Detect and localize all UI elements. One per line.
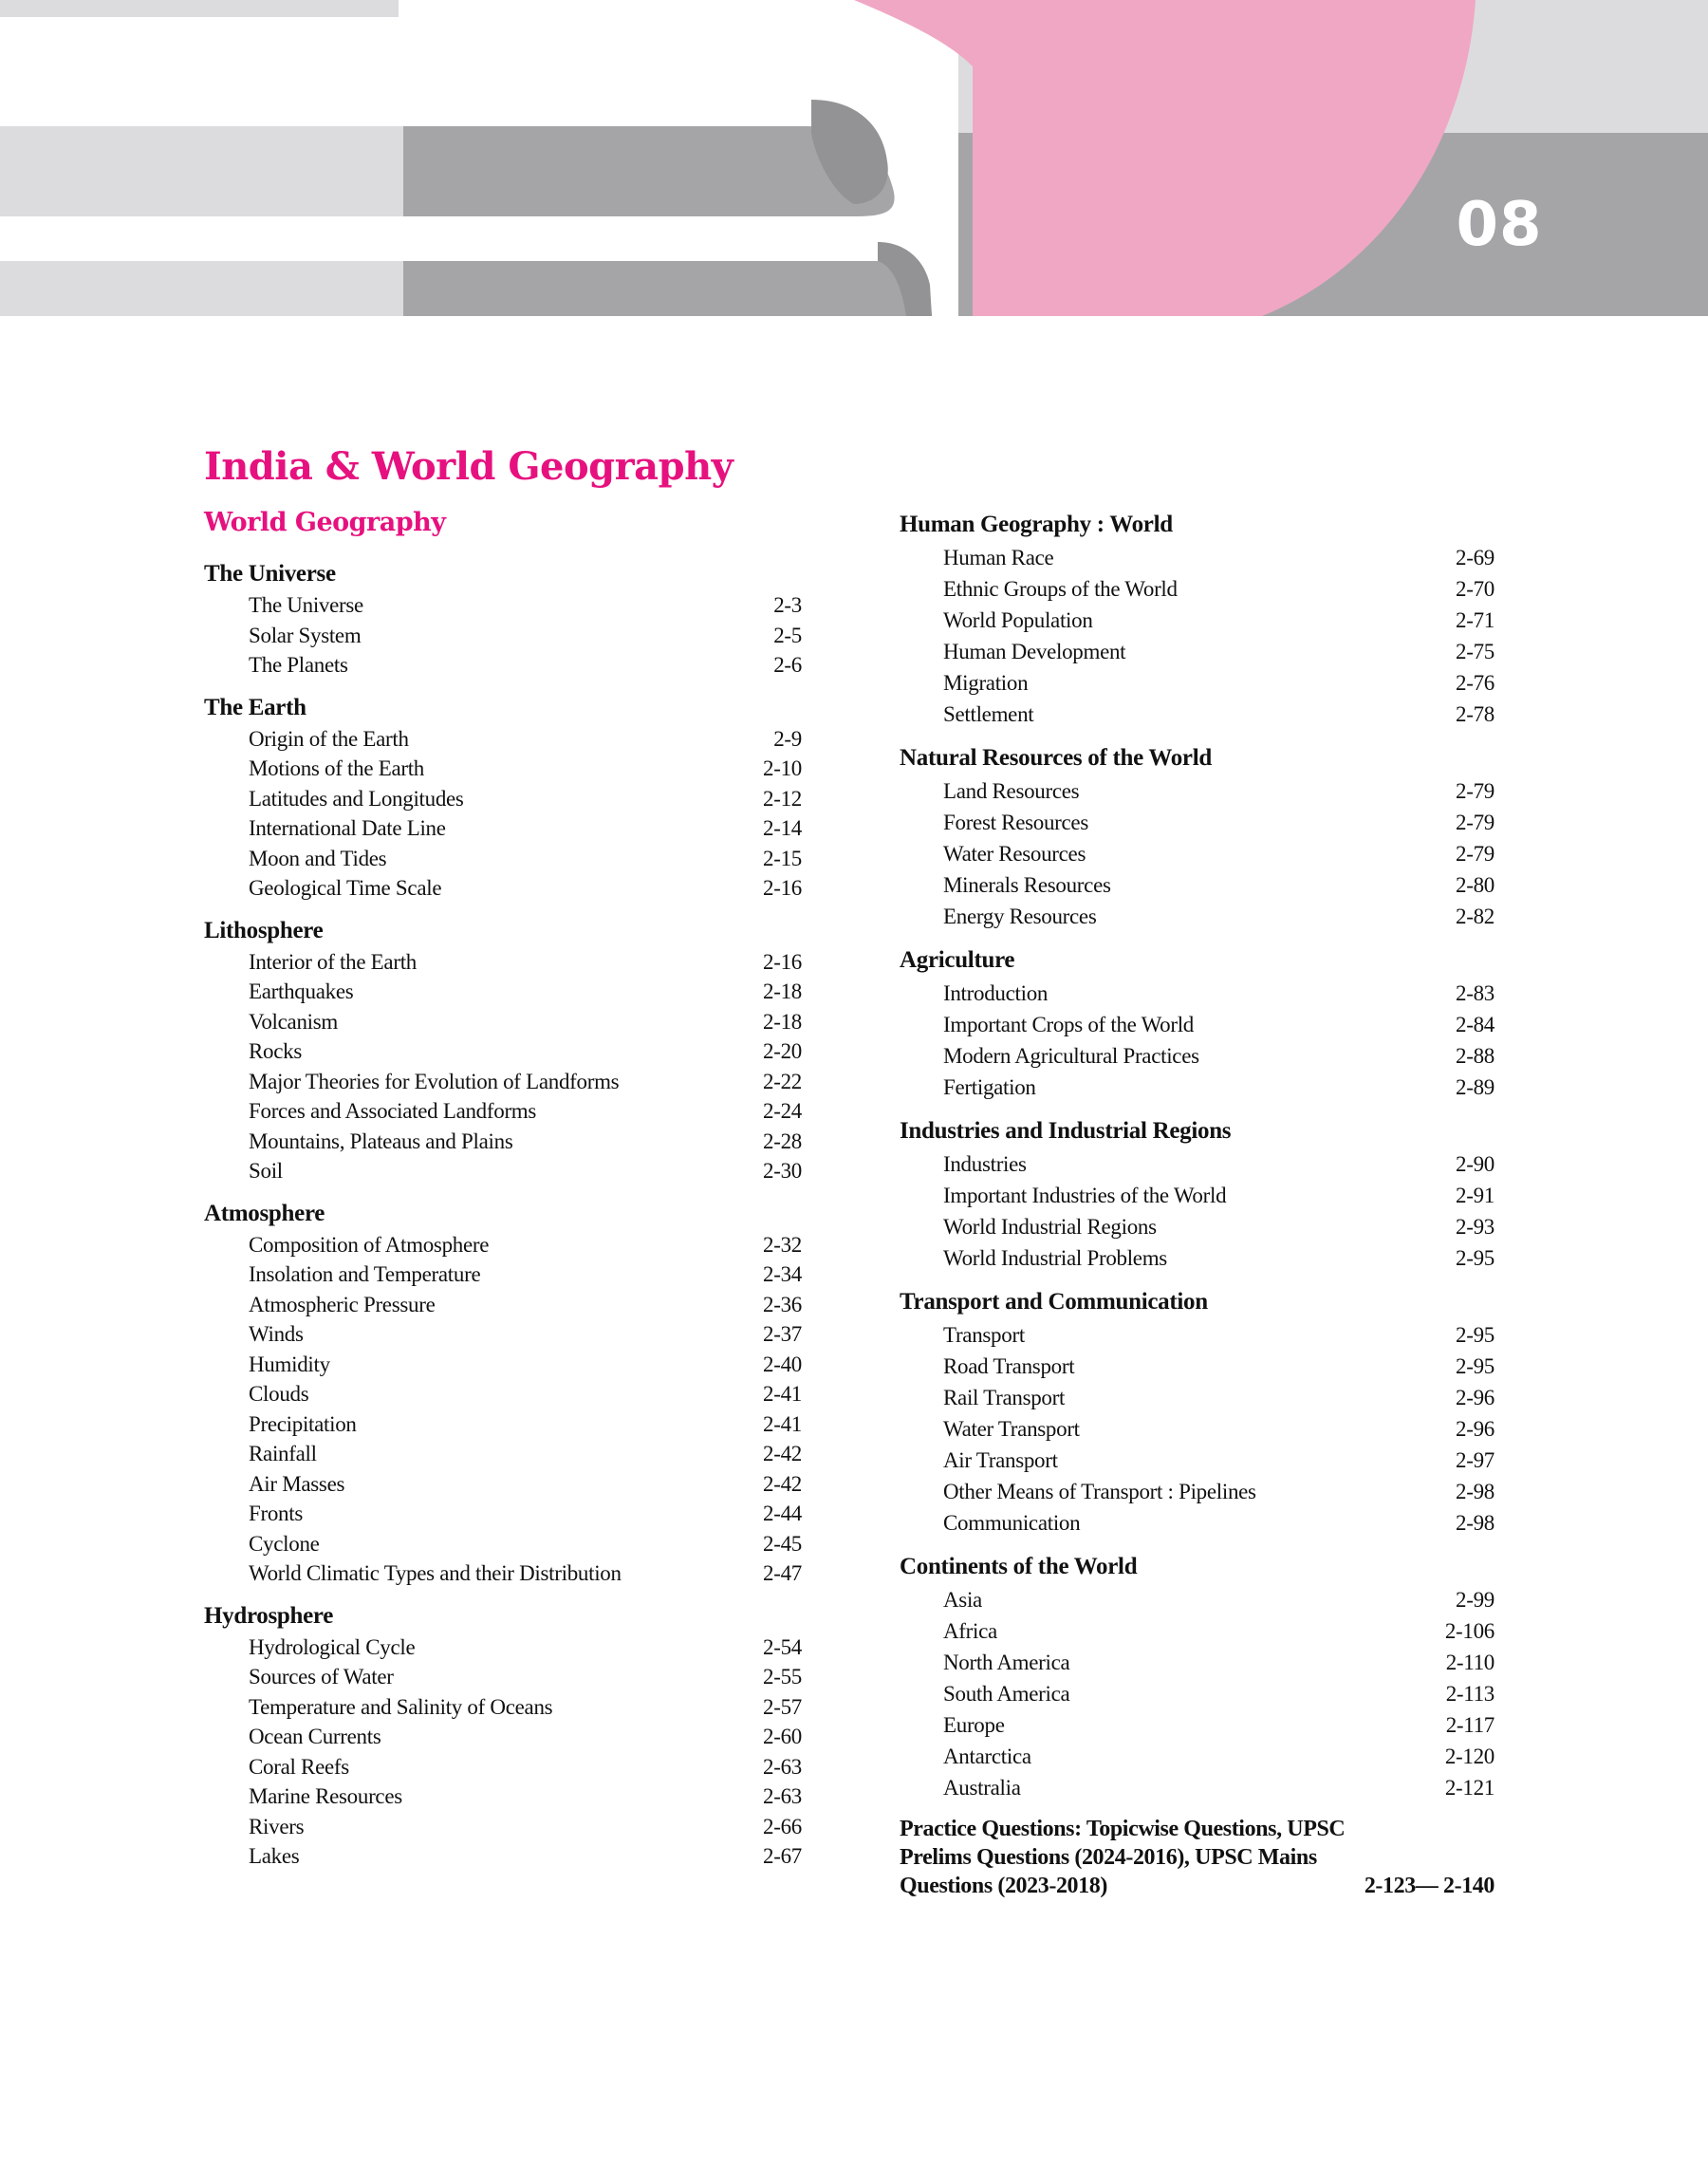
toc-right-column	[900, 508, 1494, 1900]
toc-entry-label: Important Crops of the World	[943, 1013, 1195, 1036]
toc-entry[interactable]	[900, 1741, 1494, 1772]
toc-entry-label: Fertigation	[943, 1075, 1036, 1099]
toc-entry-page: 2-88	[1456, 1044, 1494, 1068]
toc-entry-label: World Climatic Types and their Distribution	[249, 1561, 622, 1585]
toc-entry-label: Rocks	[249, 1039, 303, 1063]
toc-group-title: Industries and Industrial Regions	[900, 1118, 1232, 1144]
toc-entry[interactable]	[204, 844, 802, 874]
toc-entry[interactable]	[204, 1096, 802, 1127]
toc-entry[interactable]	[900, 1180, 1494, 1211]
toc-entry[interactable]	[204, 621, 802, 651]
toc-entry-page: 2-93	[1456, 1215, 1494, 1239]
toc-group-title: Continents of the World	[900, 1554, 1138, 1579]
toc-entry-label: Antarctica	[943, 1745, 1031, 1768]
toc-entry-page: 2-79	[1456, 842, 1494, 866]
toc-entry-label: Air Masses	[249, 1471, 345, 1496]
toc-group-title: Hydrosphere	[204, 1602, 334, 1629]
toc-entry[interactable]	[204, 1499, 802, 1529]
toc-entry[interactable]	[204, 590, 802, 621]
toc-entry-label: Road Transport	[943, 1354, 1075, 1378]
toc-entry[interactable]	[900, 1476, 1494, 1507]
toc-entry[interactable]	[900, 1445, 1494, 1476]
toc-entry[interactable]	[204, 1662, 802, 1692]
toc-entry-label: Ethnic Groups of the World	[943, 577, 1178, 601]
toc-entry-page: 2-66	[763, 1814, 802, 1838]
toc-entry-page: 2-84	[1456, 1013, 1494, 1036]
section-title: World Geography	[204, 508, 446, 537]
toc-entry-page: 2-42	[763, 1471, 802, 1496]
toc-entry-page: 2-55	[763, 1665, 802, 1689]
toc-entry-page: 2-57	[763, 1694, 802, 1719]
toc-entry-label: World Industrial Problems	[943, 1246, 1167, 1270]
toc-group	[900, 508, 1494, 730]
toc-entry-page: 2-16	[763, 876, 802, 900]
toc-entry[interactable]	[900, 667, 1494, 699]
toc-entry[interactable]	[204, 1290, 802, 1320]
toc-entry-page: 2-60	[763, 1725, 802, 1748]
book-title: India & World Geography	[204, 444, 733, 489]
toc-entry[interactable]	[204, 1036, 802, 1067]
toc-entry-page: 2-14	[763, 816, 802, 840]
toc-entry[interactable]	[204, 1469, 802, 1500]
toc-entry[interactable]	[900, 1351, 1494, 1382]
toc-entry[interactable]	[900, 1382, 1494, 1413]
toc-entry-label: Mountains, Plateaus and Plains	[249, 1129, 513, 1153]
toc-entry[interactable]	[204, 1722, 802, 1752]
toc-entry-page: 2-96	[1456, 1417, 1494, 1441]
toc-entry-page: 2-24	[763, 1099, 802, 1123]
toc-entry-label: Other Means of Transport : Pipelines	[943, 1480, 1256, 1503]
toc-entry-page: 2-45	[763, 1531, 802, 1556]
toc-entry-page: 2-95	[1456, 1354, 1494, 1378]
toc-entry-page: 2-67	[763, 1844, 802, 1868]
toc-group-title: The Universe	[204, 561, 336, 587]
toc-entry-page: 2-79	[1456, 811, 1494, 834]
toc-entry[interactable]	[900, 1040, 1494, 1072]
toc-entry-label: Forces and Associated Landforms	[249, 1099, 537, 1123]
toc-entry-label: Communication	[943, 1511, 1081, 1535]
toc-entry-label: Rail Transport	[943, 1386, 1066, 1409]
toc-entry-label: Atmospheric Pressure	[249, 1292, 436, 1316]
toc-entry[interactable]	[204, 1752, 802, 1782]
toc-entry[interactable]	[204, 1156, 802, 1186]
toc-entry-page: 2-32	[763, 1232, 802, 1257]
toc-entry-page: 2-90	[1456, 1152, 1494, 1176]
toc-entry-page: 2-76	[1456, 671, 1494, 695]
toc-entry-label: Water Resources	[943, 842, 1086, 866]
toc-entry-page: 2-22	[763, 1069, 802, 1093]
toc-entry[interactable]	[900, 1507, 1494, 1539]
toc-entry-label: The Universe	[249, 593, 363, 617]
toc-entry-page: 2-6	[773, 653, 802, 677]
toc-group	[204, 558, 802, 681]
toc-entry[interactable]	[204, 947, 802, 978]
toc-entry[interactable]	[900, 775, 1494, 807]
toc-entry[interactable]	[204, 1633, 802, 1663]
toc-entry[interactable]	[900, 1647, 1494, 1678]
toc-group-title: Human Geography : World	[900, 512, 1173, 537]
toc-group	[204, 692, 802, 904]
toc-entry[interactable]	[204, 1558, 802, 1589]
toc-group-title: Lithosphere	[204, 917, 324, 943]
toc-entry-label: Latitudes and Longitudes	[249, 786, 464, 811]
toc-entry-label: Forest Resources	[943, 811, 1088, 834]
toc-entry-page: 2-30	[763, 1159, 802, 1183]
toc-entry[interactable]	[204, 1439, 802, 1469]
toc-entry-label: Rainfall	[249, 1442, 317, 1465]
toc-entry-page: 2-95	[1456, 1323, 1494, 1347]
chapter-number: 08	[1456, 190, 1543, 260]
toc-entry-label: Energy Resources	[943, 905, 1097, 928]
toc-entry-label: Geological Time Scale	[249, 876, 442, 900]
toc-entry-label: Air Transport	[943, 1448, 1058, 1472]
toc-entry-page: 2-121	[1444, 1776, 1494, 1800]
toc-entry-label: Human Development	[943, 640, 1126, 663]
toc-entry-label: South America	[943, 1682, 1070, 1706]
toc-group-title: Atmosphere	[204, 1200, 325, 1226]
toc-entry-page: 2-91	[1456, 1184, 1494, 1207]
toc-entry-page: 2-78	[1456, 702, 1494, 726]
toc-entry[interactable]	[900, 1584, 1494, 1615]
toc-entry-page: 2-12	[763, 786, 802, 811]
toc-entry-label: Major Theories for Evolution of Landforms	[249, 1069, 620, 1093]
toc-entry-label: Marine Resources	[249, 1784, 402, 1808]
toc-entry-label: Settlement	[943, 702, 1034, 726]
toc-entry-page: 2-28	[763, 1129, 802, 1153]
toc-entry[interactable]	[900, 1211, 1494, 1242]
toc-entry[interactable]	[204, 1259, 802, 1290]
toc-entry[interactable]	[900, 573, 1494, 605]
toc-entry-label: Cyclone	[249, 1531, 320, 1556]
toc-entry[interactable]	[900, 1709, 1494, 1741]
toc-entry-page: 2-63	[763, 1784, 802, 1808]
toc-entry-label: Rivers	[249, 1814, 305, 1838]
toc-entry-page: 2-120	[1444, 1745, 1494, 1768]
toc-entry-label: North America	[943, 1651, 1070, 1674]
toc-entry[interactable]	[900, 807, 1494, 838]
toc-entry-label: Ocean Currents	[249, 1725, 381, 1748]
toc-entry-label: Coral Reefs	[249, 1754, 349, 1779]
toc-entry-label: Africa	[943, 1619, 997, 1643]
toc-entry[interactable]	[204, 1841, 802, 1872]
toc-entry-page: 2-71	[1456, 608, 1494, 632]
toc-entry-page: 2-18	[763, 980, 802, 1003]
toc-entry-label: Humidity	[249, 1352, 330, 1376]
toc-entry-label: Earthquakes	[249, 980, 354, 1003]
toc-entry[interactable]	[204, 977, 802, 1007]
toc-entry-label: Minerals Resources	[943, 873, 1111, 897]
toc-group-title: Natural Resources of the World	[900, 745, 1212, 771]
toc-entry-label: Temperature and Salinity of Oceans	[249, 1694, 553, 1719]
toc-entry-label: Winds	[249, 1322, 304, 1346]
toc-entry-page: 2-36	[763, 1292, 802, 1316]
toc-entry-label: Interior of the Earth	[249, 949, 417, 974]
toc-entry-page: 2-82	[1456, 905, 1494, 928]
toc-entry[interactable]	[204, 1692, 802, 1723]
toc-entry[interactable]	[204, 813, 802, 844]
toc-entry-label: Industries	[943, 1152, 1027, 1176]
toc-entry[interactable]	[204, 1350, 802, 1380]
toc-entry[interactable]	[204, 784, 802, 814]
toc-group-title: Transport and Communication	[900, 1289, 1208, 1315]
toc-entry-label: World Population	[943, 608, 1093, 632]
toc-group-title: Agriculture	[900, 947, 1015, 973]
toc-entry-label: Transport	[943, 1323, 1025, 1347]
practice-questions-label: Practice Questions: Topicwise Questions, UPSC Prelims Questions (2024-2016), UPSC Mains Questions (2023-2018)	[900, 1817, 1346, 1898]
toc-entry-page: 2-34	[763, 1262, 802, 1286]
toc-entry[interactable]	[204, 1067, 802, 1097]
toc-entry[interactable]	[900, 636, 1494, 667]
toc-entry[interactable]	[204, 1782, 802, 1812]
toc-entry-label: World Industrial Regions	[943, 1215, 1157, 1239]
toc-entry-page: 2-96	[1456, 1386, 1494, 1409]
toc-entry-page: 2-69	[1456, 546, 1494, 569]
toc-entry-label: Solar System	[249, 623, 362, 647]
toc-entry-page: 2-40	[763, 1352, 802, 1376]
toc-group	[900, 943, 1494, 1103]
toc-entry-label: Composition of Atmosphere	[249, 1232, 490, 1257]
toc-entry-page: 2-110	[1445, 1651, 1494, 1674]
toc-entry-page: 2-54	[763, 1634, 802, 1659]
toc-entry-page: 2-5	[773, 623, 802, 647]
toc-entry-page: 2-89	[1456, 1075, 1494, 1099]
toc-entry-page: 2-16	[763, 949, 802, 974]
toc-entry-page: 2-79	[1456, 779, 1494, 803]
toc-entry[interactable]	[900, 699, 1494, 730]
toc-entry[interactable]	[900, 542, 1494, 573]
toc-entry[interactable]	[900, 1413, 1494, 1445]
toc-entry-label: Important Industries of the World	[943, 1184, 1227, 1207]
toc-entry[interactable]	[900, 869, 1494, 901]
toc-entry-page: 2-75	[1456, 640, 1494, 663]
toc-entry-page: 2-44	[763, 1502, 802, 1525]
toc-entry-label: The Planets	[249, 653, 348, 677]
toc-entry[interactable]	[204, 1007, 802, 1037]
toc-entry-page: 2-47	[763, 1561, 802, 1585]
toc-entry[interactable]	[204, 724, 802, 755]
toc-group	[204, 1198, 802, 1589]
toc-entry[interactable]	[900, 1072, 1494, 1103]
toc-entry[interactable]	[204, 1529, 802, 1559]
toc-entry-page: 2-97	[1456, 1448, 1494, 1472]
toc-entry-page: 2-20	[763, 1039, 802, 1063]
toc-entry-page: 2-70	[1456, 577, 1494, 601]
toc-entry[interactable]	[204, 1409, 802, 1440]
toc-entry-page: 2-3	[773, 593, 802, 617]
toc-entry-label: Australia	[943, 1776, 1021, 1800]
toc-entry[interactable]	[204, 873, 802, 904]
toc-group	[900, 741, 1494, 932]
toc-group	[204, 1600, 802, 1872]
toc-group	[204, 915, 802, 1186]
toc-entry-page: 2-41	[763, 1411, 802, 1436]
toc-entry-page: 2-83	[1456, 981, 1494, 1005]
toc-entry[interactable]	[900, 978, 1494, 1009]
toc-entry-page: 2-80	[1456, 873, 1494, 897]
toc-entry-label: Origin of the Earth	[249, 726, 409, 751]
toc-entry-label: Motions of the Earth	[249, 756, 424, 780]
toc-entry-label: Land Resources	[943, 779, 1080, 803]
toc-entry[interactable]	[204, 1319, 802, 1350]
toc-entry-page: 2-95	[1456, 1246, 1494, 1270]
toc-entry-label: Introduction	[943, 981, 1049, 1005]
toc-entry-page: 2-63	[763, 1754, 802, 1779]
toc-entry-label: Modern Agricultural Practices	[943, 1044, 1199, 1068]
practice-questions-page: 2-123— 2-140	[1364, 1874, 1494, 1898]
toc-entry-page: 2-42	[763, 1442, 802, 1465]
toc-entry-label: Volcanism	[249, 1009, 338, 1034]
toc-entry[interactable]	[900, 1319, 1494, 1351]
toc-entry[interactable]	[900, 901, 1494, 932]
toc-entry-page: 2-98	[1456, 1480, 1494, 1503]
toc-entry-label: Moon and Tides	[249, 846, 387, 870]
toc-entry-page: 2-9	[773, 726, 802, 751]
toc-entry-page: 2-37	[763, 1322, 802, 1346]
toc-entry[interactable]	[900, 1009, 1494, 1040]
toc-entry-label: Insolation and Temperature	[249, 1262, 481, 1286]
toc-entry-page: 2-106	[1444, 1619, 1494, 1643]
toc-entry-label: Soil	[249, 1159, 283, 1183]
toc-entry-page: 2-99	[1456, 1588, 1494, 1612]
toc-entry[interactable]	[900, 605, 1494, 636]
toc-entry[interactable]	[900, 1148, 1494, 1180]
toc-entry-label: Water Transport	[943, 1417, 1080, 1441]
toc-group	[900, 1114, 1494, 1274]
toc-entry-page: 2-10	[763, 756, 802, 780]
toc-entry-label: Hydrological Cycle	[249, 1634, 416, 1659]
toc-entry-label: Asia	[943, 1588, 982, 1612]
toc-entry[interactable]	[900, 1615, 1494, 1647]
toc-entry-label: Migration	[943, 671, 1029, 695]
toc-left-column	[204, 508, 802, 1883]
toc-group	[900, 1550, 1494, 1803]
toc-entry-label: International Date Line	[249, 816, 446, 840]
toc-entry[interactable]	[900, 1678, 1494, 1709]
toc-entry[interactable]	[204, 1379, 802, 1409]
toc-entry-label: Europe	[943, 1713, 1005, 1737]
toc-entry-label: Lakes	[249, 1844, 300, 1868]
toc-entry-page: 2-117	[1445, 1713, 1494, 1737]
header-banner	[0, 0, 1708, 316]
toc-entry-page: 2-15	[763, 846, 802, 870]
toc-entry-page: 2-98	[1456, 1511, 1494, 1535]
toc-entry[interactable]	[204, 1812, 802, 1842]
toc-group	[900, 1285, 1494, 1539]
toc-group-title: The Earth	[204, 694, 306, 720]
toc-entry-page: 2-113	[1445, 1682, 1494, 1706]
toc-entry-page: 2-18	[763, 1009, 802, 1034]
toc-entry[interactable]	[204, 754, 802, 784]
toc-entry-label: Precipitation	[249, 1411, 357, 1436]
toc-entry[interactable]	[204, 650, 802, 681]
toc-entry-label: Sources of Water	[249, 1665, 394, 1689]
toc-entry[interactable]	[900, 838, 1494, 869]
toc-entry[interactable]	[900, 1772, 1494, 1803]
practice-questions-entry[interactable]	[900, 1815, 1494, 1900]
toc-entry-page: 2-41	[763, 1382, 802, 1406]
toc-entry-label: Human Race	[943, 546, 1054, 569]
toc-entry[interactable]	[204, 1127, 802, 1157]
toc-entry[interactable]	[204, 1230, 802, 1260]
toc-entry-label: Clouds	[249, 1382, 309, 1406]
toc-entry-label: Fronts	[249, 1502, 303, 1525]
toc-entry[interactable]	[900, 1242, 1494, 1274]
